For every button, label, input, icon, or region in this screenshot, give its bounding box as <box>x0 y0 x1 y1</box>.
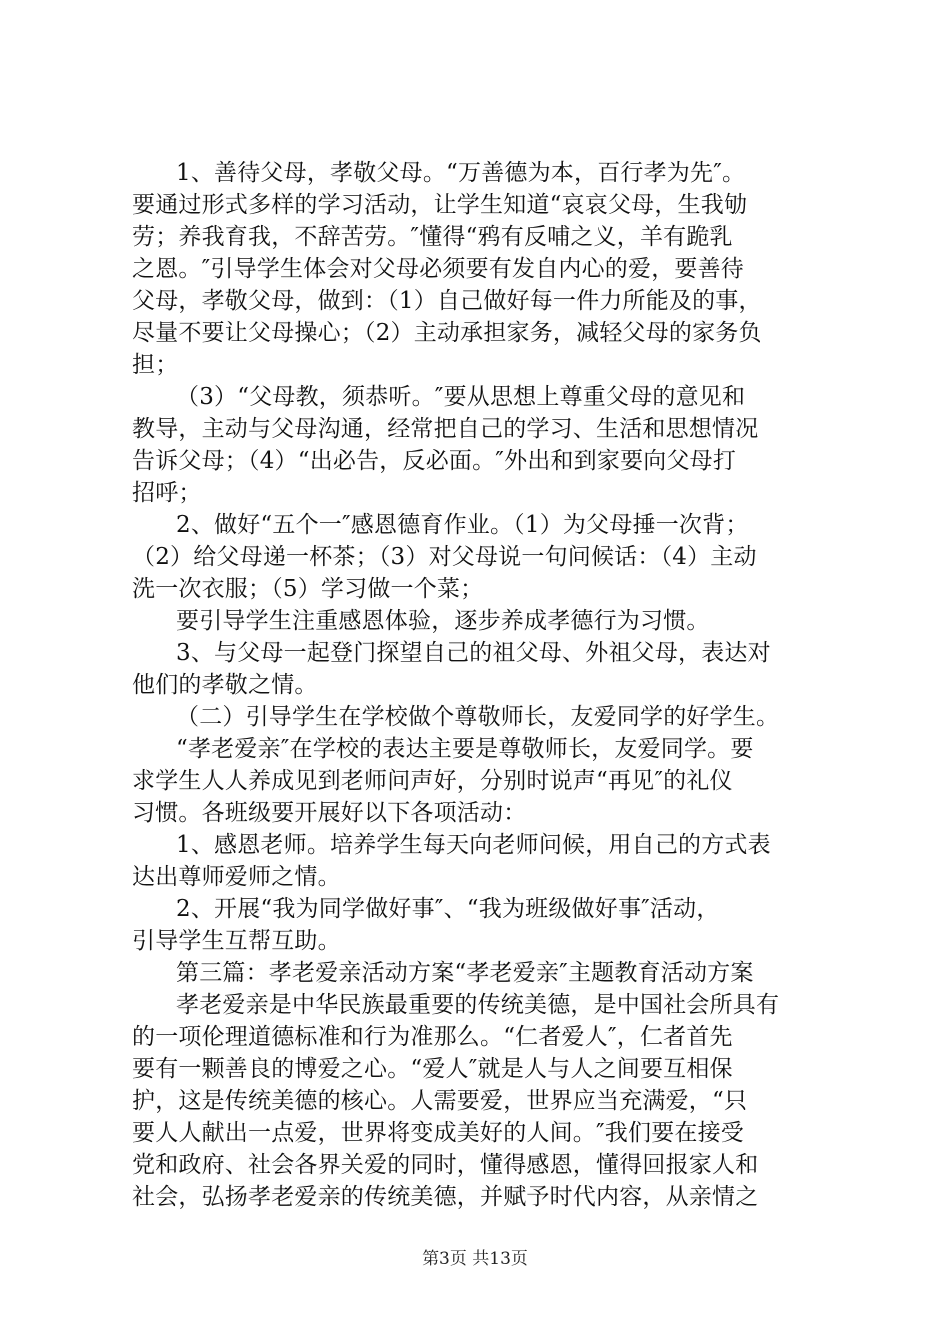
paragraph-line: 要引导学生注重感恩体验，逐步养成孝德行为习惯。 <box>176 608 710 634</box>
paragraph-line: 的一项伦理道德标准和行为准那么。“仁者爱人″，仁者首先 <box>132 1024 733 1050</box>
paragraph-line: 习惯。各班级要开展好以下各项活动： <box>132 800 527 826</box>
paragraph-line: 社会，弘扬孝老爱亲的传统美德，并赋予时代内容，从亲情之 <box>132 1184 759 1210</box>
paragraph-line: 之恩。″引导学生体会对父母必须要有发自内心的爱，要善待 <box>132 256 744 282</box>
paragraph-line: 担； <box>132 352 179 378</box>
paragraph-line: 引导学生互帮互助。 <box>132 928 341 954</box>
paragraph-line: （3）“父母教，须恭听。″要从思想上尊重父母的意见和 <box>176 384 746 410</box>
paragraph-line: 达出尊师爱师之情。 <box>132 864 341 890</box>
paragraph-line: 孝老爱亲是中华民族最重要的传统美德，是中国社会所具有 <box>176 992 780 1018</box>
paragraph-line: （2）给父母递一杯茶；（3）对父母说一句问候话：（4）主动 <box>132 544 757 570</box>
paragraph-line: 教导，主动与父母沟通，经常把自己的学习、生活和思想情况 <box>132 416 759 442</box>
paragraph-line: 告诉父母；（4）“出必告，反必面。″外出和到家要向父母打 <box>132 448 737 474</box>
paragraph-line: 劳；养我育我，不辞苦劳。″懂得“鸦有反哺之义，羊有跪乳 <box>132 224 733 250</box>
paragraph-line: 父母，孝敬父母，做到：（1）自己做好每一件力所能及的事， <box>132 288 762 314</box>
paragraph-line: （二）引导学生在学校做个尊敬师长，友爱同学的好学生。 <box>176 704 780 730</box>
paragraph-line: 党和政府、社会各界关爱的同时，懂得感恩，懂得回报家人和 <box>132 1152 759 1178</box>
paragraph-line: 要人人献出一点爱，世界将变成美好的人间。″我们要在接受 <box>132 1120 744 1146</box>
paragraph-line: 求学生人人养成见到老师问声好，分别时说声“再见″的礼仪 <box>132 768 733 794</box>
paragraph-line: 3、与父母一起登门探望自己的祖父母、外祖父母，表达对 <box>176 640 771 666</box>
paragraph-line: 洗一次衣服；（5）学习做一个菜； <box>132 576 484 602</box>
section-heading: 第三篇：孝老爱亲活动方案“孝老爱亲″主题教育活动方案 <box>176 960 754 986</box>
page-footer: 第3页 共13页 <box>422 1249 528 1269</box>
paragraph-line: 招呼； <box>132 480 202 506</box>
paragraph-line: 1、感恩老师。培养学生每天向老师问候，用自己的方式表 <box>176 832 771 858</box>
paragraph-line: 2、开展“我为同学做好事″、“我为班级做好事″活动， <box>176 896 720 922</box>
paragraph-line: 护，这是传统美德的核心。人需要爱，世界应当充满爱，“只 <box>132 1088 748 1114</box>
paragraph-line: 他们的孝敬之情。 <box>132 672 318 698</box>
paragraph-line: “孝老爱亲″在学校的表达主要是尊敬师长，友爱同学。要 <box>176 736 754 762</box>
paragraph-line: 2、做好“五个一″感恩德育作业。（1）为父母捶一次背； <box>176 512 749 538</box>
paragraph-line: 要有一颗善良的博爱之心。“爱人″就是人与人之间要互相保 <box>132 1056 733 1082</box>
paragraph-line: 要通过形式多样的学习活动，让学生知道“哀哀父母，生我劬 <box>132 192 748 218</box>
paragraph-line: 尽量不要让父母操心；（2）主动承担家务，减轻父母的家务负 <box>132 320 762 346</box>
paragraph-line: 1、善待父母，孝敬父母。“万善德为本，百行孝为先″。 <box>176 160 746 186</box>
